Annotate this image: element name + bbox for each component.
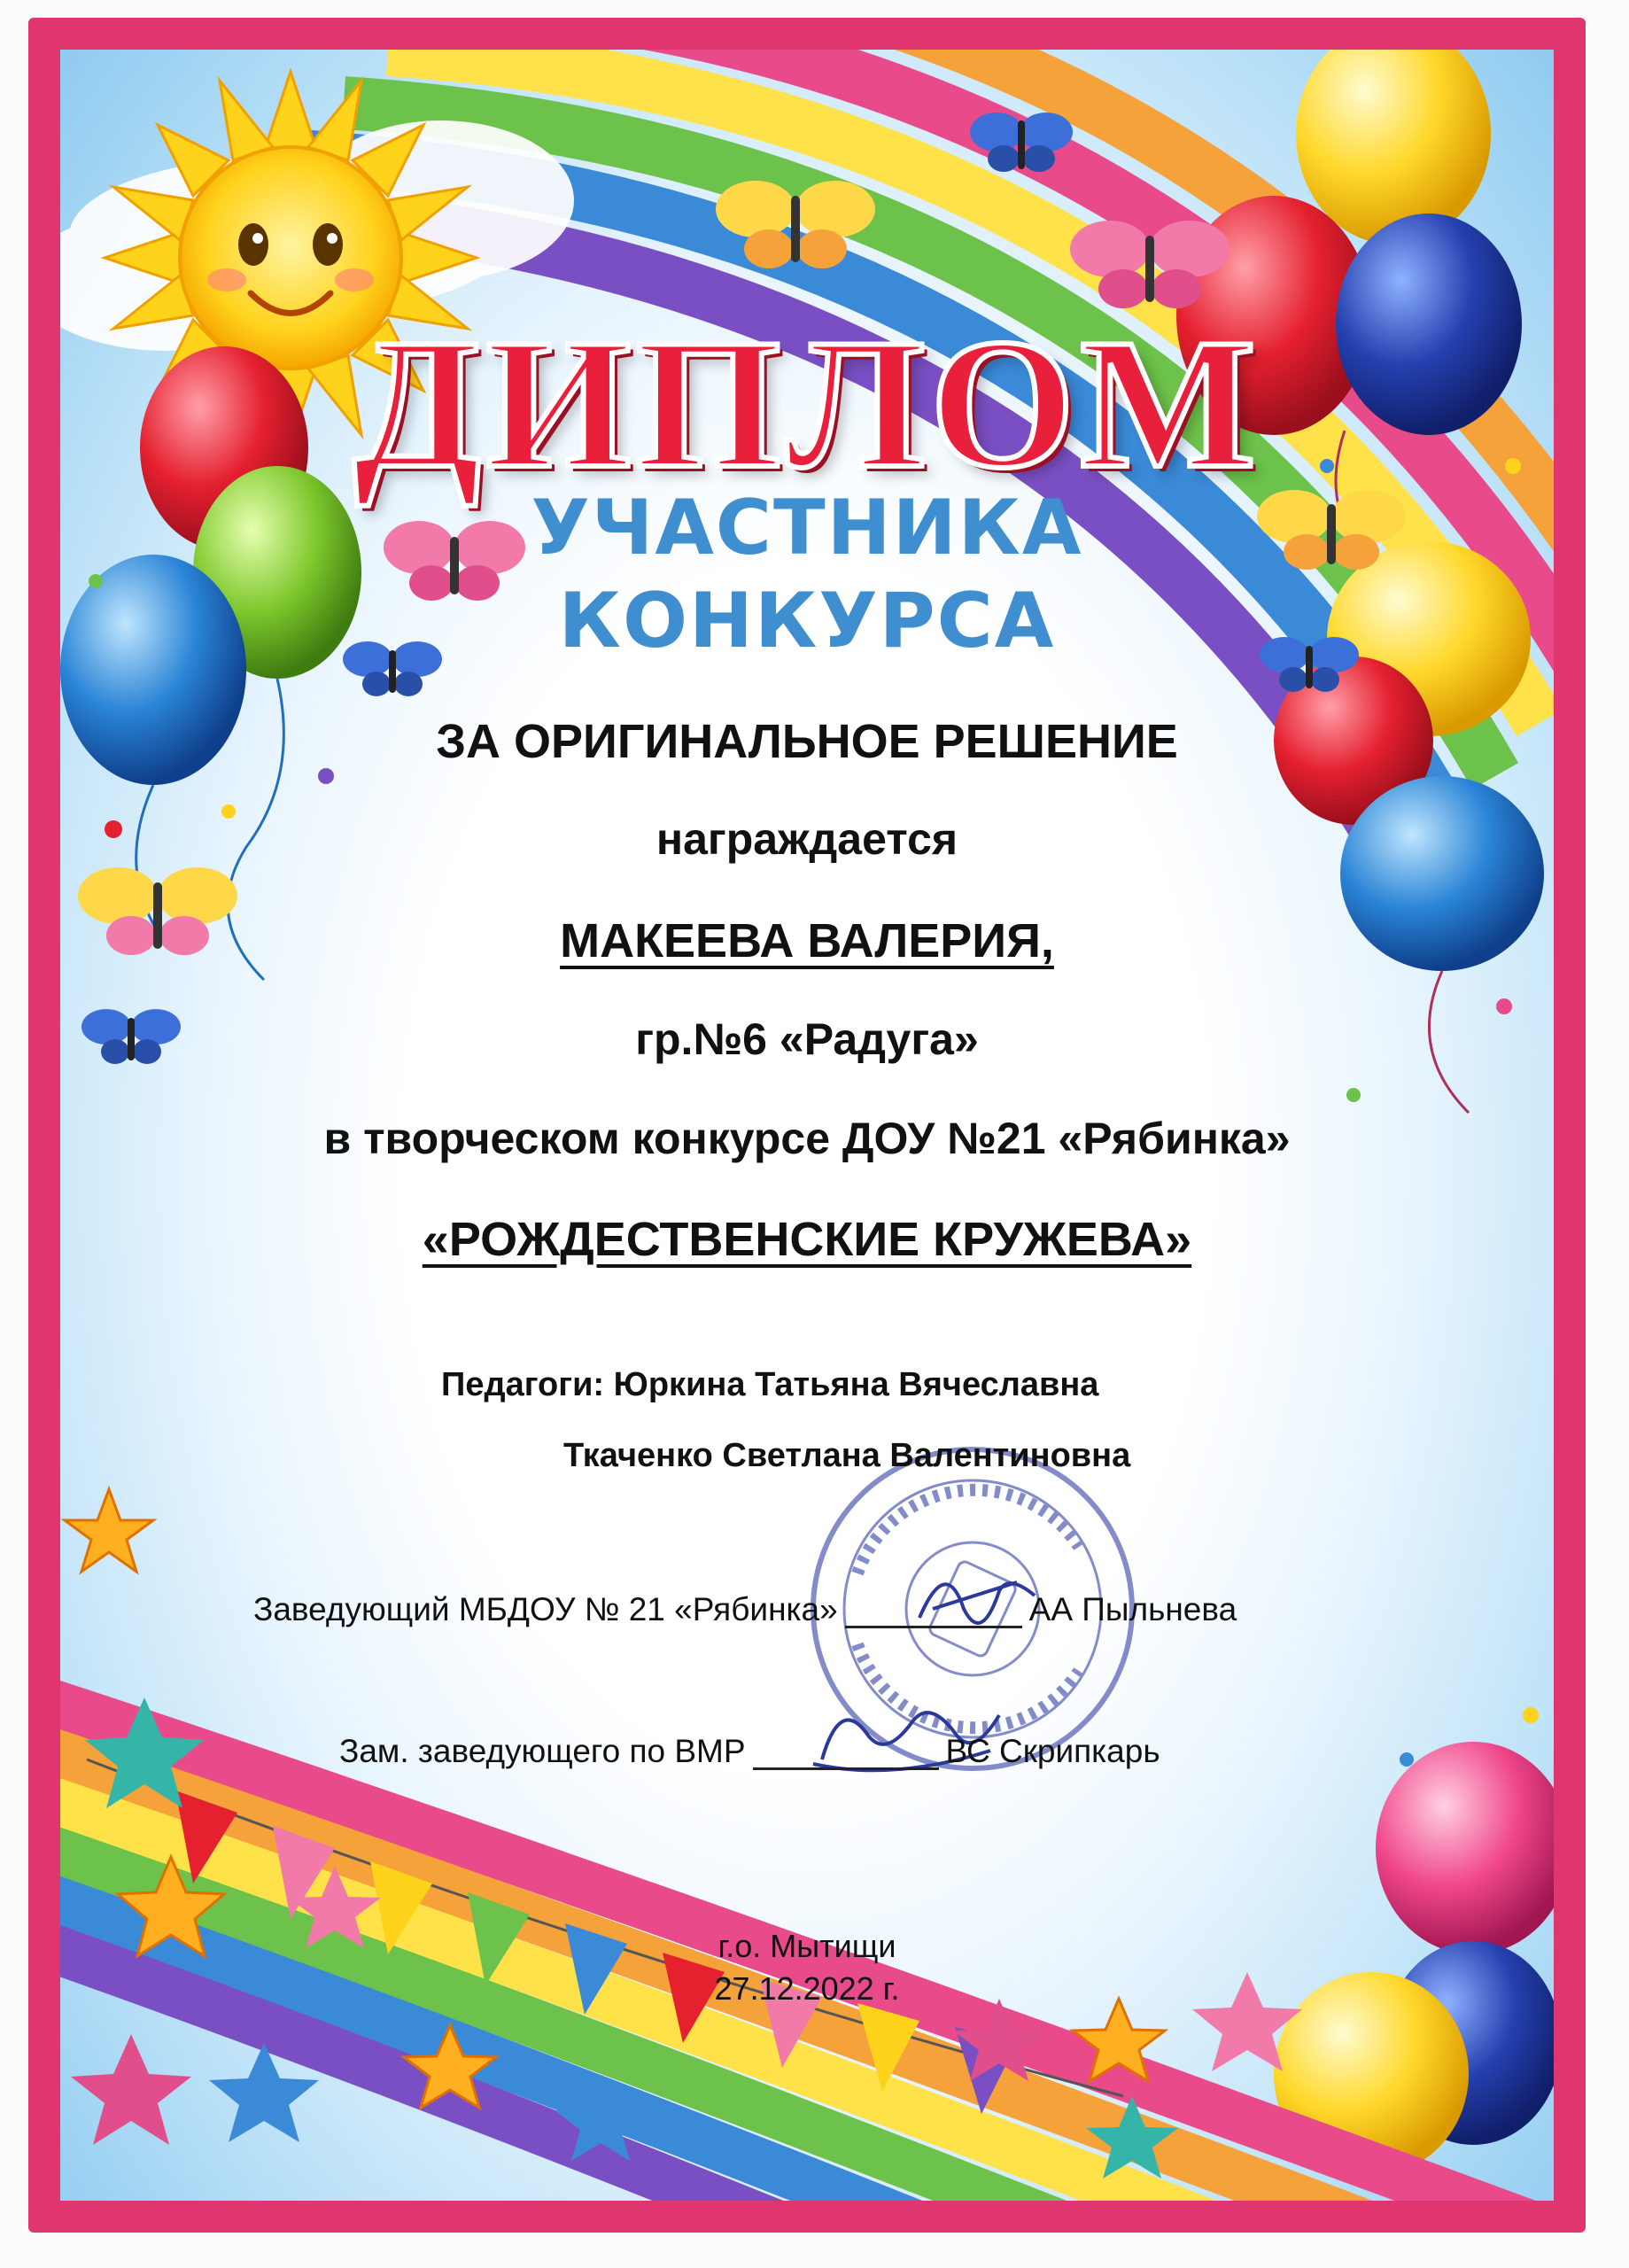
diploma-card bbox=[60, 50, 1554, 2201]
teachers-row bbox=[441, 1366, 1098, 1404]
deputy-title: Зам. заведующего по ВМР bbox=[339, 1733, 746, 1769]
head-signature-row bbox=[253, 1591, 1237, 1628]
deputy-name: ВС Скрипкарь bbox=[945, 1733, 1160, 1769]
deputy-signature-line bbox=[753, 1736, 939, 1770]
contest-name: «РОЖДЕСТВЕНСКИЕ КРУЖЕВА» bbox=[422, 1213, 1192, 1266]
contest-name-wrapper bbox=[60, 1212, 1554, 1267]
nomination-text: ЗА ОРИГИНАЛЬНОЕ РЕШЕНИЕ bbox=[436, 715, 1178, 768]
diploma-frame bbox=[28, 18, 1586, 2233]
awarded-text: награждается bbox=[655, 814, 958, 864]
city-text: г.о. Мытищи bbox=[718, 1928, 896, 1964]
group-text: гр.№6 «Радуга» bbox=[635, 1014, 979, 1064]
diploma-subtitle-participant: УЧАСТНИКА bbox=[531, 484, 1083, 572]
date-text: 27.12.2022 г. bbox=[714, 1970, 900, 2007]
deputy-signature-row bbox=[339, 1733, 1160, 1770]
head-name: АА Пыльнева bbox=[1028, 1591, 1237, 1627]
head-title: Заведующий МБДОУ № 21 «Рябинка» bbox=[253, 1591, 838, 1627]
head-signature-line bbox=[845, 1594, 1022, 1628]
teachers-label: Педагоги: bbox=[441, 1366, 605, 1403]
diploma-subtitle-contest: КОНКУРСА bbox=[558, 577, 1056, 665]
recipient-name: МАКЕЕВА ВАЛЕРИЯ, bbox=[560, 914, 1054, 967]
contest-line-text: в творческом конкурсе ДОУ №21 «Рябинка» bbox=[323, 1114, 1291, 1163]
teacher-1-name: Юркина Татьяна Вячеславна bbox=[613, 1366, 1099, 1403]
recipient-wrapper bbox=[60, 913, 1554, 968]
diploma-title: ДИПЛОМ bbox=[353, 301, 1261, 507]
teacher-2-name: Ткаченко Светлана Валентиновна bbox=[563, 1437, 1131, 1474]
